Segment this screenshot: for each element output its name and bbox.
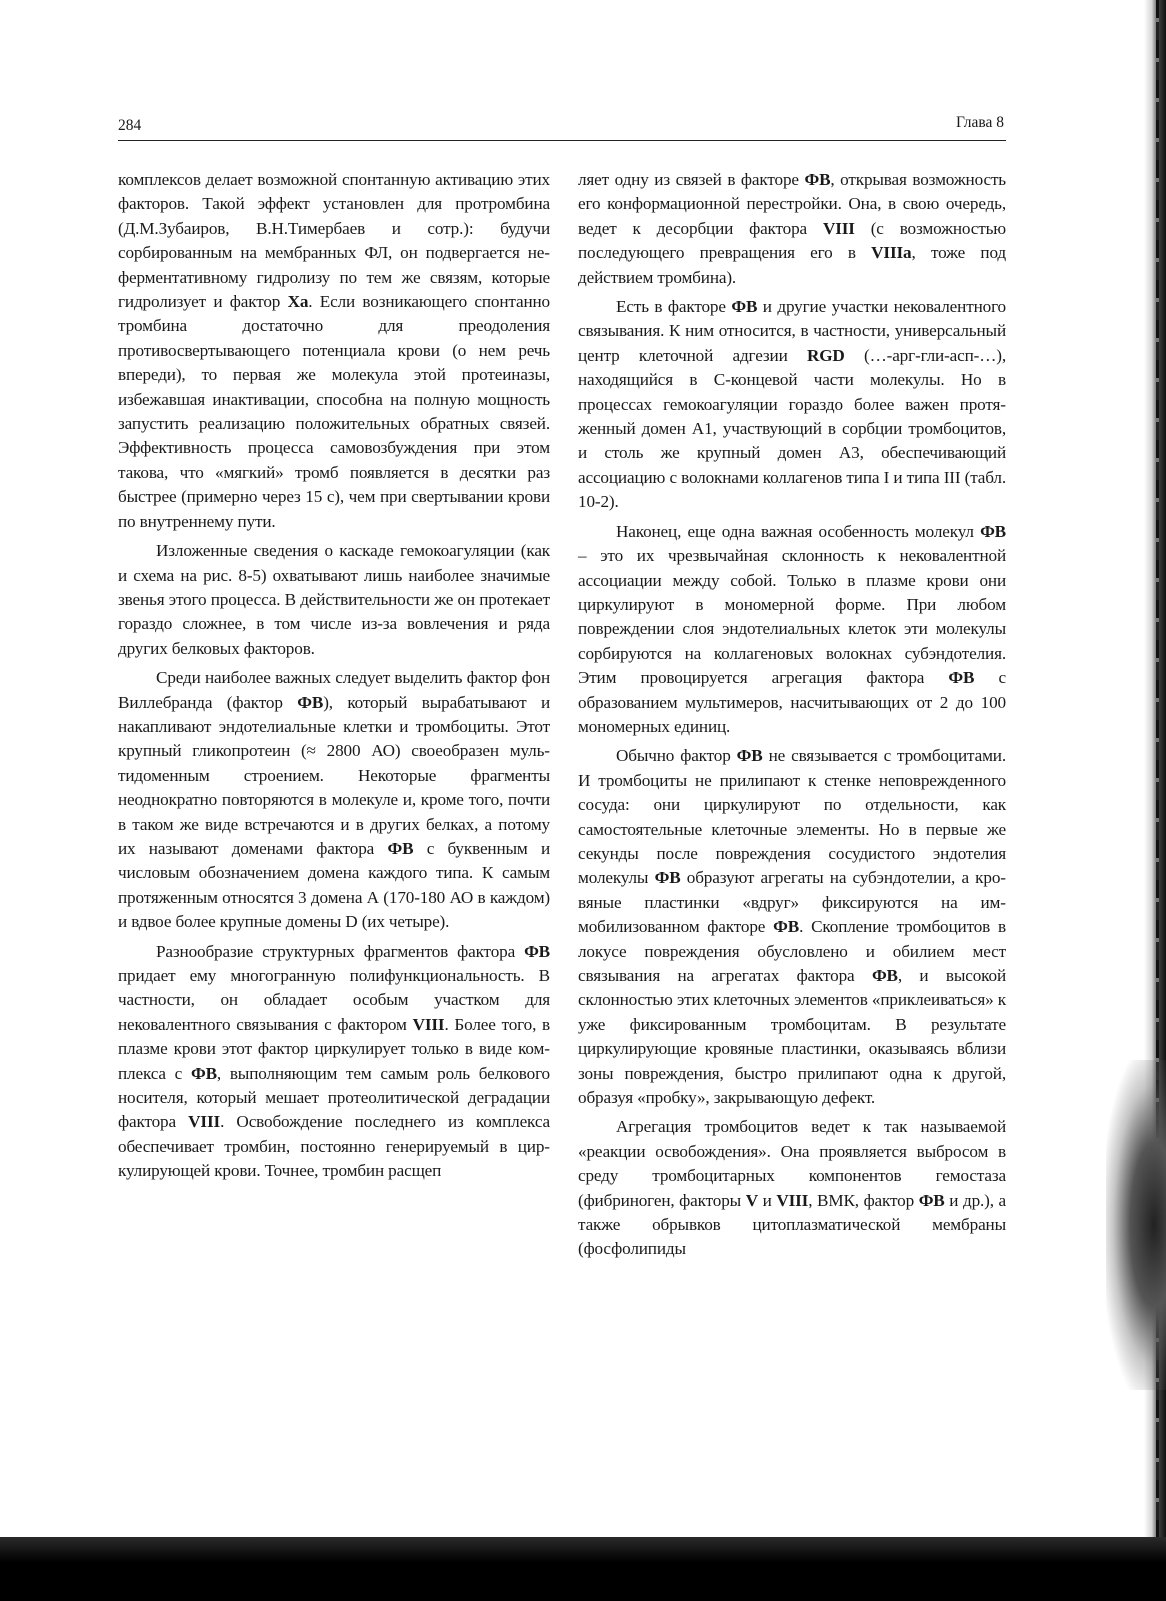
paragraph: комплексов делает возможной спонтанную активацию этих факторов. Такой эффект установлен для протромбина (Д.М.Зубаиров, В.Н.Тимербаев и сотр.): будучи сорбированным на мембранных ФЛ, он подвергается неферментативному гидролизу по тем же связям, которые гидролизует и фактор Ха. Если возникающего спонтанно тромбина достаточно для преодоления противосвертывающего потенциала крови (о нем речь впереди), то первая же молекула этой протеиназы, избежавшая инактивации, способна на полную мощность запустить реализацию положительных обратных связей. Эффективность процесса самовозбуждения при этом такова, что «мягкий» тромб появляется в десятки раз быстрее (примерно через 15 с), чем при свертывании крови по внутреннему пути. — [118, 170, 550, 531]
page-number: 284 — [118, 117, 142, 134]
paragraph: Среди наиболее важных следует выделить фактор фон Виллебранда (фактор ФВ), который вырабатывают и накапливают эндотелиальные клетки и тромбоциты. Этот крупный гликопротеин (≈ 2800 АО) своеобразен мультидоменным строением. Некоторые фрагменты неоднократно повторяются в молекуле и, кроме того, почти в таком же виде встречаются и в других белках, а потому их называют доменами фактора ФВ с буквенным и числовым обозначением домена каждого типа. К самым протяженным относятся 3 домена А (170-180 АО в каждом) и вдвое более крупные домены D (их четыре). — [118, 668, 550, 932]
paragraph: ляет одну из связей в факторе ФВ, открывая возможность его конформационной перестройки. Она, в свою очередь, ведет к десорбции фактора VIII (с возможностью последующего превращения его в VIIIа, тоже под действием тромбина). — [578, 170, 1006, 287]
scan-bottom-artifact — [0, 1537, 1166, 1601]
paragraph: Изложенные сведения о каскаде гемокоагуляции (как и схема на рис. 8-5) охватывают лишь наиболее значимые звенья этого процесса. В действительности же он протекает гораздо сложнее, в том числе из-за вовлечения и ряда других белковых факторов. — [118, 541, 550, 658]
paragraph: Есть в факторе ФВ и другие участки нековалентного связывания. К ним относится, в частности, универсальный центр клеточной адгезии RGD (…-арг-гли-асп-…), находящийся в С-концевой части молекулы. Но в процессах гемокоагуляции гораздо более важен протяженный домен А1, участвующий в сорбции тромбоцитов, и столь же крупный домен А3, обеспечивающий ассоциацию с волокнами коллагенов типа I и типа III (табл. 10-2). — [578, 297, 1006, 512]
chapter-title: Глава 8 — [955, 114, 1004, 131]
right-column — [578, 168, 1006, 1262]
scan-smudge-artifact — [1106, 1060, 1166, 1390]
paragraph: Агрегация тромбоцитов ведет к так называемой «реакции освобождения». Она проявляется выбросом в среду тромбоцитарных компонентов гемостаза (фибриноген, факторы V и VIII, ВМК, фактор ФВ и др.), а также обрывков цитоплазматической мембраны (фосфолипиды — [578, 1117, 1007, 1259]
paragraph: Наконец, еще одна важная особенность молекул ФВ – это их чрезвычайная склонность к нековалентной ассоциации между собой. Только в плазме крови они циркулируют в мономерной форме. При любом повреждении слоя эндотелиальных клеток эти молекулы сорбируются на коллагеновых волокнах субэндотелия. Этим провоцируется агрегация фактора ФВ с образованием мультимеров, насчитывающих от 2 до 100 мономерных единиц. — [578, 521, 1006, 736]
paragraph: Разнообразие структурных фрагментов фактора ФВ придает ему многогранную полифункциональность. В частности, он обладает особым участком для нековалентного связывания с фактором VIII. Более того, в плазме крови этот фактор циркулирует только в виде комплекса с ФВ, выполняющим тем самым роль белкового носителя, который мешает протеолитической деградации фактора VIII. Освобождение последнего из комплекса обеспечивает тромбин, постоянно генерируемый в циркулирующей крови. Точнее, тромбин расщеп — [118, 941, 551, 1181]
left-column — [118, 168, 550, 1184]
running-header — [118, 114, 1006, 141]
paragraph: Обычно фактор ФВ не связывается с тромбоцитами. И тромбоциты не прилипают к стенке неповрежденного сосуда: они циркулируют по отдельности, как самостоятельные клеточные элементы. Но в первые же секунды после повреждения сосудистого эндотелия молекулы ФВ образуют агрегаты на субэндотелии, а кровяные пластинки «вдруг» фиксируются на иммобилизованном факторе ФВ. Скопление тромбоцитов в локусе повреждения обусловлено и обилием мест связывания на агрегатах фактора ФВ, и высокой склонностью этих клеточных элементов «приклеиваться» к уже фиксированным тромбоцитам. В результате циркулирующие кровяные пластинки, оказываясь вблизи зоны повреждения, быстро прилипают одна к другой, образуя «пробку», закрывающую дефект. — [578, 746, 1007, 1108]
